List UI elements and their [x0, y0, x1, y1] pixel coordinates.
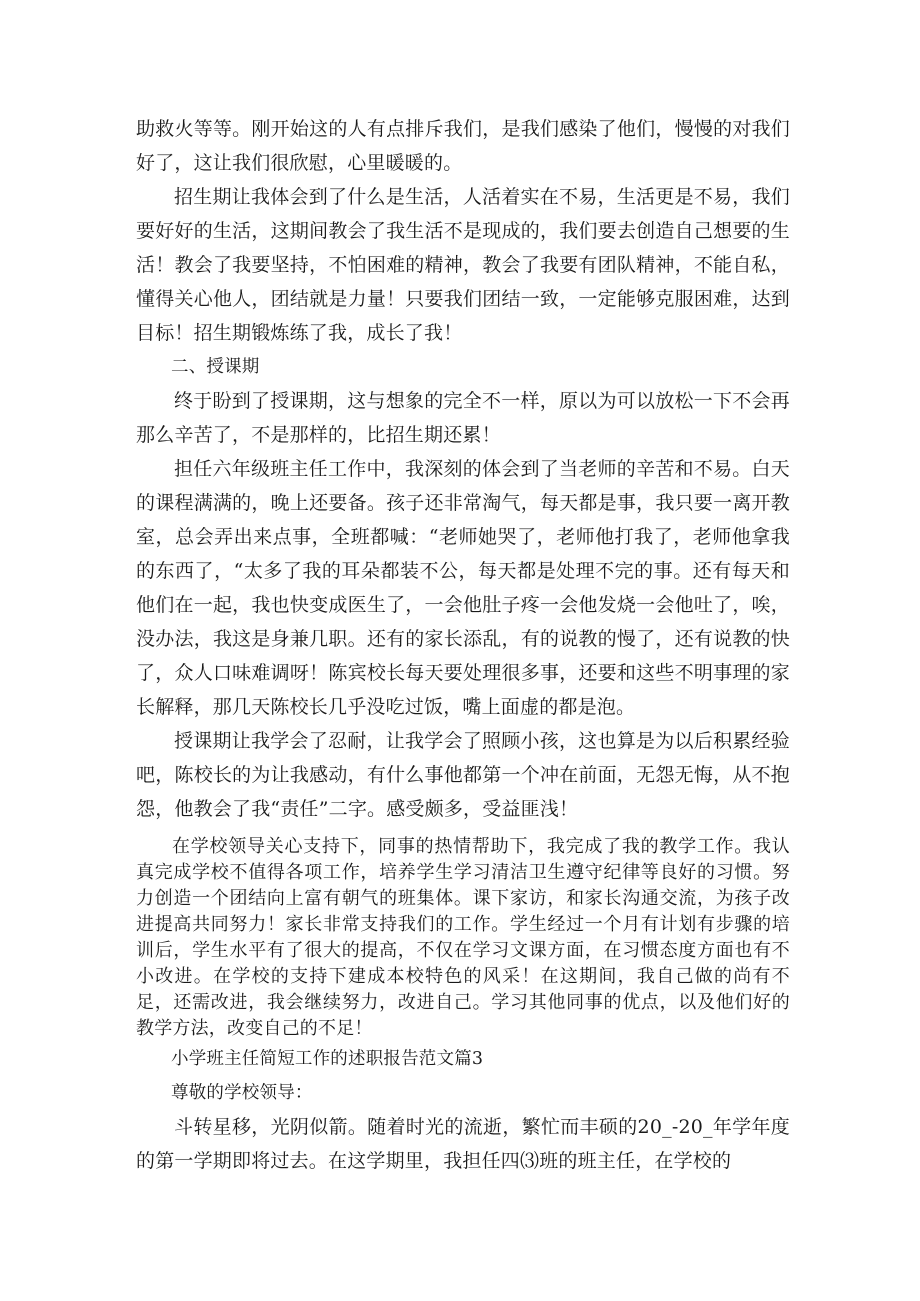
paragraph-2: 招生期让我体会到了什么是生活，人活着实在不易，生活更是不易，我们要好好的生活，这期间教会了我生活不是现成的，我们要去创造自己想要的生活！教会了我要坚持，不怕困难的精神，教会了我要有团队精神，不能自私，懂得关心他人，团结就是力量！只要我们团结一致，一定能够克服困难，达到目标！招生期锻炼练了我，成长了我！	[136, 186, 790, 344]
paragraph-7: 斗转星移，光阴似箭。随着时光的流逝，繁忙而丰硕的20_-20_年学年度的第一学期即将过去。在这学期里，我担任四⑶班的班主任，在学校的	[136, 1116, 790, 1172]
article-title: 小学班主任简短工作的述职报告范文篇3	[171, 1049, 484, 1069]
salutation: 尊敬的学校领导：	[171, 1083, 313, 1103]
document-body	[136, 112, 790, 1178]
paragraph-1: 助救火等等。刚开始这的人有点排斥我们，是我们感染了他们，慢慢的对我们好了，这让我们很欣慰，心里暖暖的。	[136, 118, 790, 174]
paragraph-4: 担任六年级班主任工作中，我深刻的体会到了当老师的辛苦和不易。白天的课程满满的，晚上还要备。孩子还非常淘气，每天都是事，我只要一离开教室，总会弄出来点事，全班都喊：“老师她哭了，老师他打我了，老师他拿我的东西了，“太多了我的耳朵都装不公，每天都是处理不完的事。还有每天和他们在一起，我也快变成医生了，一会他肚子疼一会他发烧一会他吐了，唉，没办法，我这是身兼几职。还有的家长添乱，有的说教的慢了，还有说教的快了，众人口味难调呀！陈宾校长每天要处理很多事，还要和这些不明事理的家长解释，那几天陈校长几乎没吃过饭，嘴上面虚的都是泡。	[136, 458, 790, 718]
paragraph-5: 授课期让我学会了忍耐，让我学会了照顾小孩，这也算是为以后积累经验吧，陈校长的为让我感动，有什么事他都第一个冲在前面，无怨无悔，从不抱怨，他教会了我“责任”二字。感受颇多，受益匪浅！	[136, 730, 790, 820]
section-heading-teaching-period: 二、授课期	[171, 357, 260, 377]
paragraph-3: 终于盼到了授课期，这与想象的完全不一样，原以为可以放松一下不会再那么辛苦了，不是那样的，比招生期还累！	[136, 390, 790, 446]
paragraph-6: 在学校领导关心支持下，同事的热情帮助下，我完成了我的教学工作。我认真完成学校不值得各项工作，培养学生学习清洁卫生遵守纪律等良好的习惯。努力创造一个团结向上富有朝气的班集体。课下家访，和家长沟通交流，为孩子改进提高共同努力！家长非常支持我们的工作。学生经过一个月有计划有步骤的培训后，学生水平有了很大的提高，不仅在学习文课方面，在习惯态度方面也有不小改进。在学校的支持下建成本校特色的风采！在这期间，我自己做的尚有不足，还需改进，我会继续努力，改进自己。学习其他同事的优点，以及他们好的教学方法，改变自己的不足！	[136, 836, 790, 1039]
